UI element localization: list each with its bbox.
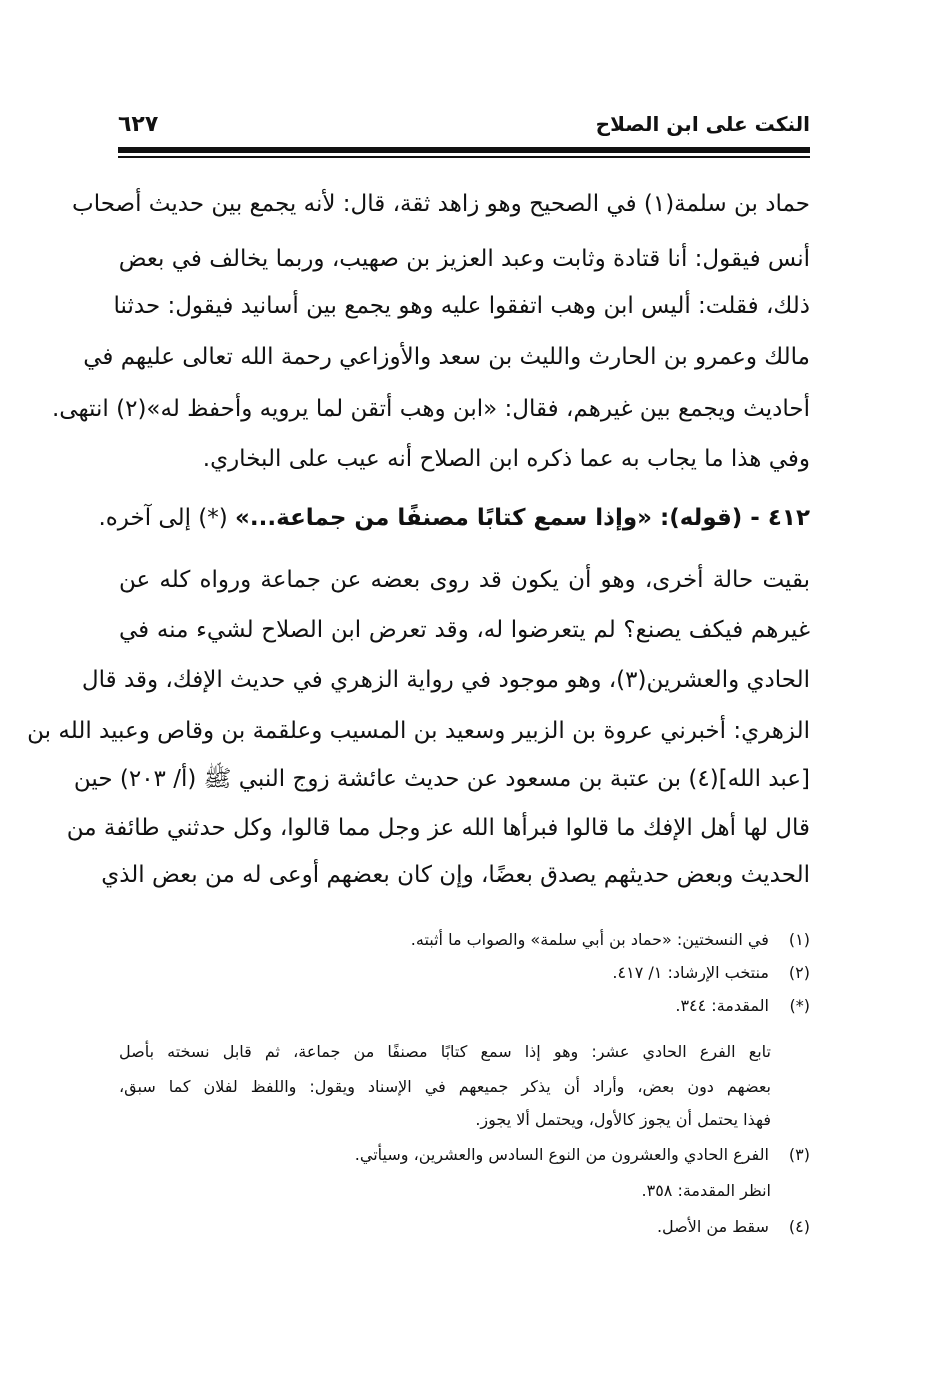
footnote-text: سقط من الأصل.: [656, 1217, 769, 1236]
text-line: غيرهم فيكف يصنع؟ لم يتعرضوا له، وقد تعرض ابن الصلاح لشيء منه في: [119, 617, 810, 643]
text-line: الحديث وبعض حديثهم يصدق بعضًا، وإن كان بعضهم أوعى له من بعض الذي: [101, 862, 810, 888]
text-line: حماد بن سلمة(١) في الصحيح وهو زاهد ثقة، قال: لأنه يجمع بين حديث أصحاب: [72, 191, 810, 217]
text-line: الحادي والعشرين(٣)، وهو موجود في رواية الزهري في حديث الإفك، وقد قال: [81, 667, 810, 693]
footnote-3-cont: انظر المقدمة: ٣٥٨.: [641, 1181, 771, 1200]
footnote-text: المقدمة: ٣٤٤.: [675, 996, 769, 1015]
section-heading: [98, 503, 810, 533]
page-number: ٦٢٧: [118, 112, 159, 137]
footnote-text: في النسختين: «حماد بن أبي سلمة» والصواب ما أثبته.: [410, 930, 769, 949]
footnote-2: [119, 961, 810, 985]
footnote-1: [119, 928, 810, 952]
footnote-star-line: بعضهم دون بعض، وأراد أن يذكر جميعهم في الإسناد ويقول: واللفظ لفلان كما سبق،: [119, 1077, 771, 1096]
text-line: مالك وعمرو بن الحارث والليث بن سعد والأوزاعي رحمة الله تعالى عليهم في: [83, 344, 810, 370]
footnote-star-line: تابع الفرع الحادي عشر: وهو إذا سمع كتابًا مصنفًا من جماعة، ثم قابل نسخته بأصل: [119, 1042, 771, 1061]
page-header: [118, 112, 810, 142]
text-line: الزهري: أخبرني عروة بن الزبير وسعيد بن المسيب وعلقمة بن وقاص وعبيد الله بن: [27, 718, 810, 744]
text-line: [عبد الله](٤) بن عتبة بن مسعود عن حديث عائشة زوج النبي ﷺ (أ/ ٢٠٣) حين: [73, 766, 810, 792]
text-line: ذلك، فقلت: أليس ابن وهب اتفقوا عليه وهو يجمع بين أسانيد فيقول: حدثنا: [113, 293, 810, 319]
text-line: قال لها أهل الإفك ما قالوا فبرأها الله عز وجل مما قالوا، وكل حدثني طائفة من: [66, 815, 810, 841]
footnote-star-line: فهذا يحتمل أن يجوز كالأول، ويحتمل ألا يجوز.: [475, 1110, 771, 1129]
footnote-marker: (*): [789, 996, 810, 1015]
footnote-4: [119, 1215, 810, 1239]
footnote-text: الفرع الحادي والعشرون من النوع السادس والعشرين، وسيأتي.: [354, 1145, 769, 1164]
footnote-marker: (٢): [788, 963, 810, 982]
text-line: بقيت حالة أخرى، وهو أن يكون قد روى بعضه عن جماعة ورواه كله عن: [119, 567, 810, 593]
footnote-star: [119, 994, 810, 1018]
text-line: أحاديث ويجمع بين غيرهم، فقال: «ابن وهب أتقن لما يرويه وأحفظ له»(٢) انتهى.: [51, 396, 810, 422]
footnote-marker: (١): [788, 930, 810, 949]
text-line: أنس فيقول: أنا قتادة وثابت وعبد العزيز بن صهيب، وربما يخالف في بعض: [118, 246, 810, 272]
footnote-text: منتخب الإرشاد: ١/ ٤١٧.: [612, 963, 769, 982]
header-rule-thick: [118, 147, 810, 153]
section-heading-quote: ٤١٢ - (قوله): «وإذا سمع كتابًا مصنفًا من جماعة...»: [235, 505, 810, 531]
header-rule-thin: [118, 156, 810, 158]
footnote-marker: (٤): [788, 1217, 810, 1236]
section-heading-rest: (*) إلى آخره.: [98, 505, 228, 531]
footnote-3: [119, 1143, 810, 1167]
running-title: النكت على ابن الصلاح: [595, 112, 810, 136]
footnote-marker: (٣): [788, 1145, 810, 1164]
text-line: وفي هذا ما يجاب به عما ذكره ابن الصلاح أنه عيب على البخاري.: [202, 446, 810, 472]
